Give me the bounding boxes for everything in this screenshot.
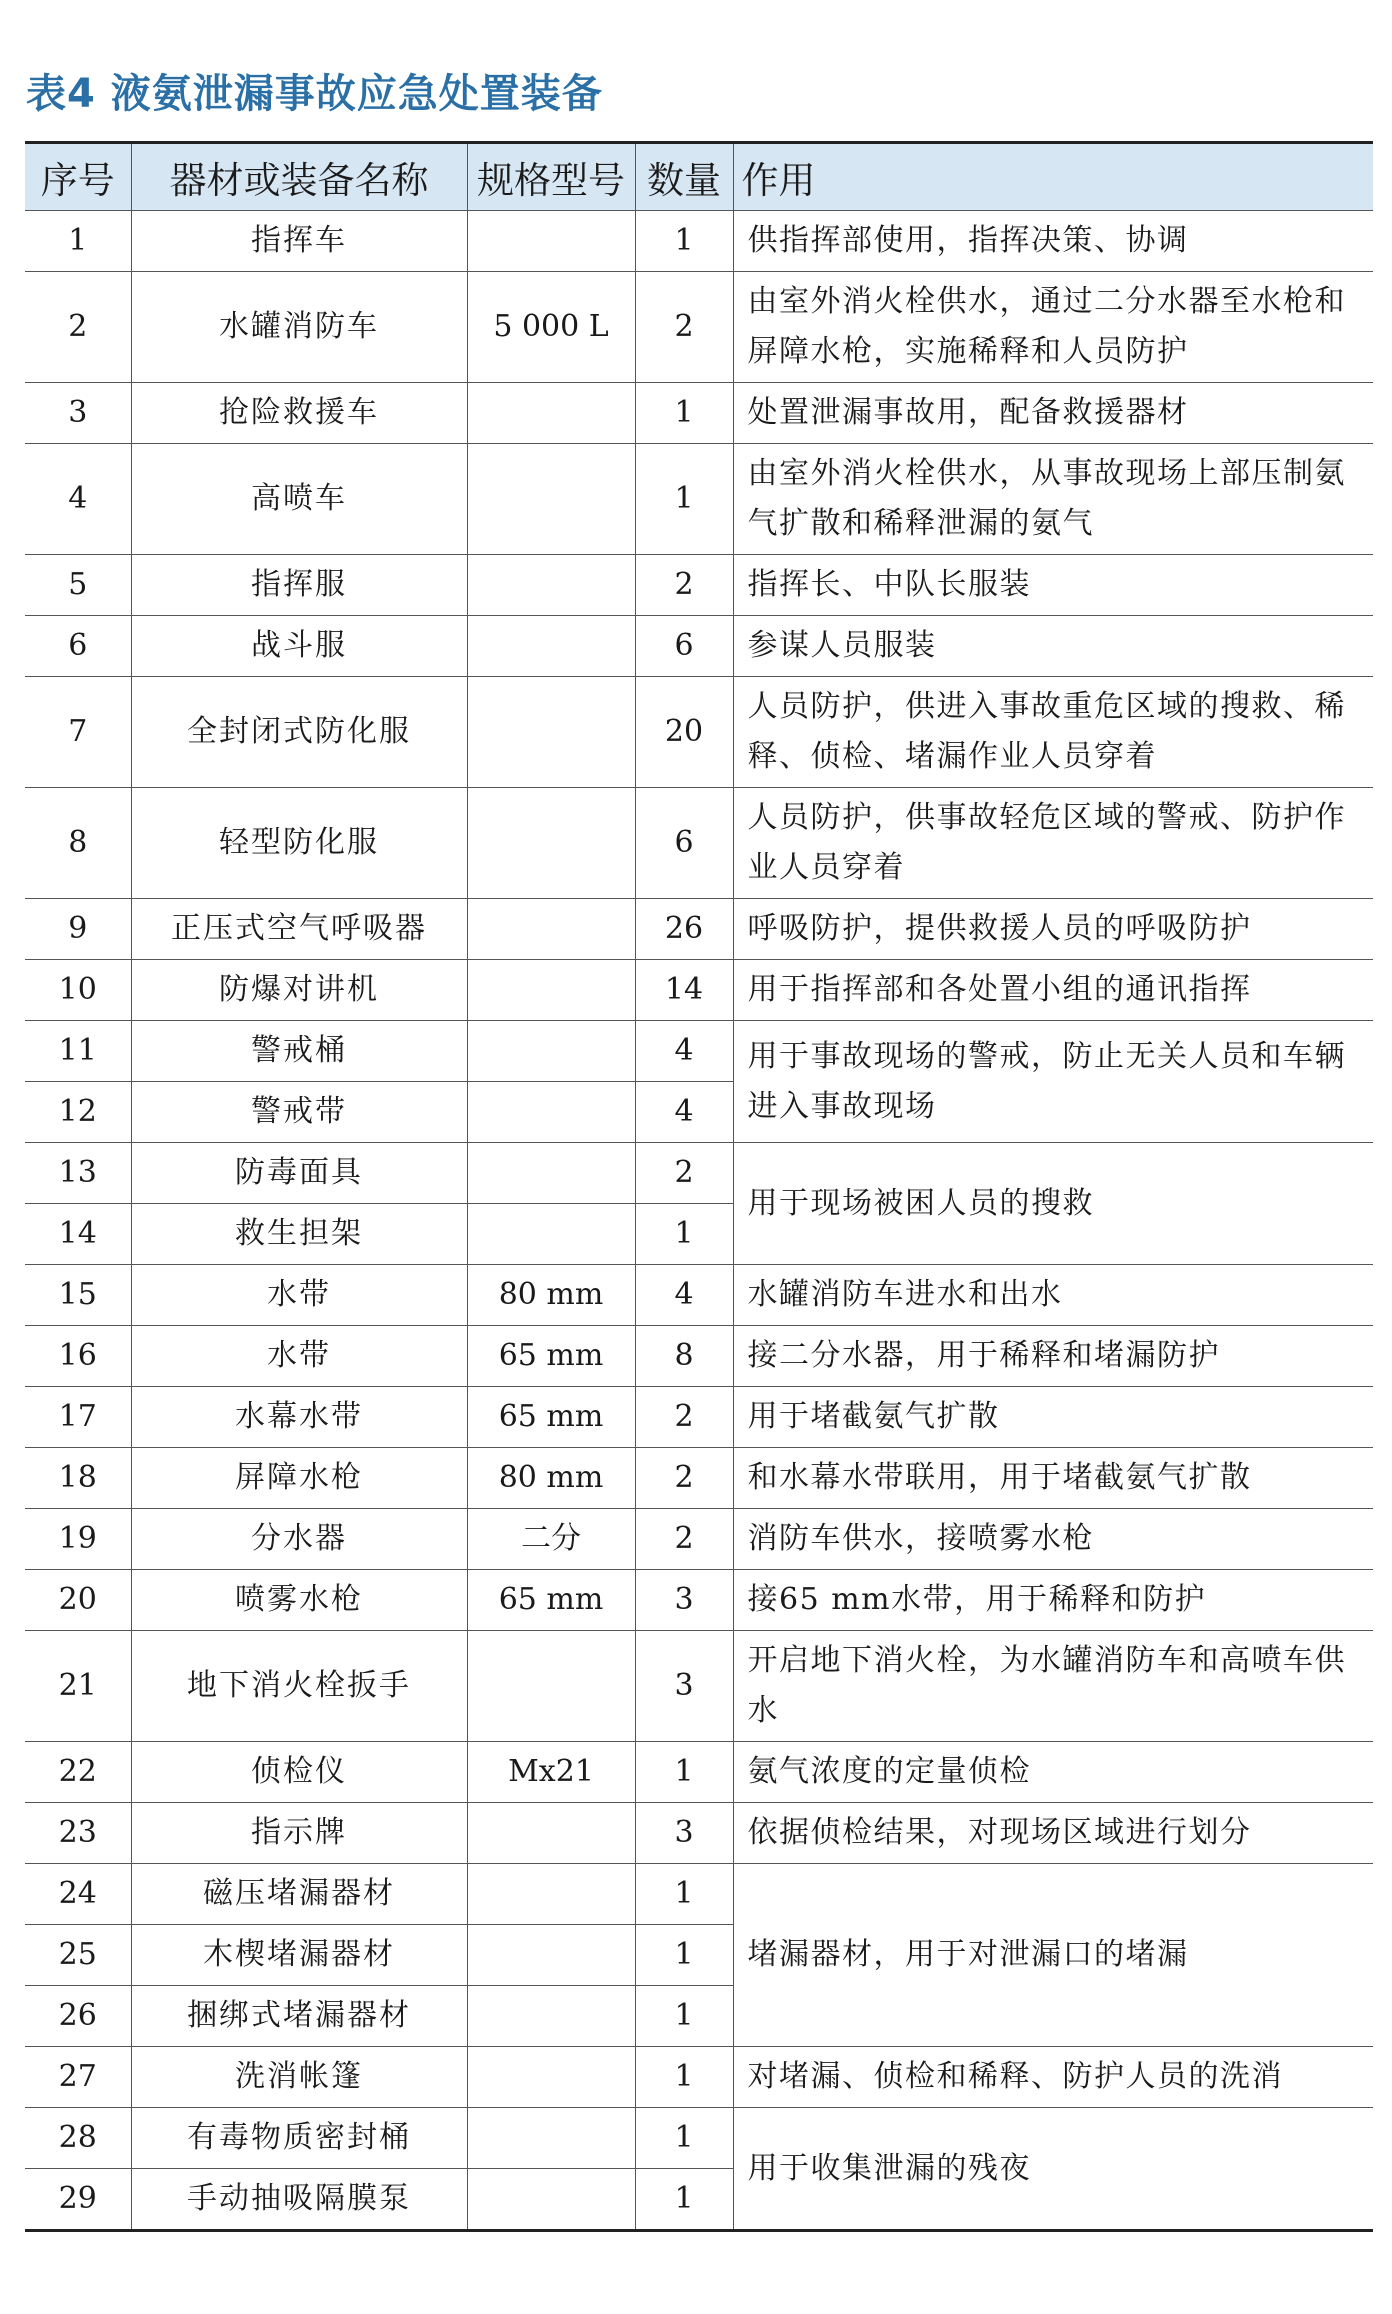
cell-spec: 二分 [467, 1509, 635, 1570]
cell-use: 人员防护，供事故轻危区域的警戒、防护作业人员穿着 [733, 788, 1373, 899]
table-row [25, 1864, 1373, 1925]
cell-qty: 3 [635, 1803, 733, 1864]
cell-spec: Mx21 [467, 1742, 635, 1803]
cell-name: 手动抽吸隔膜泵 [131, 2169, 467, 2231]
cell-qty: 3 [635, 1631, 733, 1742]
cell-no: 12 [25, 1082, 131, 1143]
cell-name: 战斗服 [131, 616, 467, 677]
cell-name: 侦检仪 [131, 1742, 467, 1803]
cell-use: 氨气浓度的定量侦检 [733, 1742, 1373, 1803]
cell-use: 依据侦检结果，对现场区域进行划分 [733, 1803, 1373, 1864]
cell-spec [467, 2047, 635, 2108]
cell-no: 2 [25, 272, 131, 383]
cell-qty: 3 [635, 1570, 733, 1631]
cell-name: 指挥服 [131, 555, 467, 616]
cell-name: 有毒物质密封桶 [131, 2108, 467, 2169]
table-row [25, 1387, 1373, 1448]
table-row [25, 211, 1373, 272]
cell-name: 全封闭式防化服 [131, 677, 467, 788]
cell-qty: 6 [635, 616, 733, 677]
cell-no: 23 [25, 1803, 131, 1864]
cell-no: 11 [25, 1021, 131, 1082]
cell-name: 救生担架 [131, 1204, 467, 1265]
table-row [25, 2047, 1373, 2108]
cell-use: 和水幕水带联用，用于堵截氨气扩散 [733, 1448, 1373, 1509]
header-name: 器材或装备名称 [131, 143, 467, 211]
cell-name: 抢险救援车 [131, 383, 467, 444]
cell-use: 水罐消防车进水和出水 [733, 1265, 1373, 1326]
cell-spec [467, 960, 635, 1021]
cell-no: 19 [25, 1509, 131, 1570]
cell-no: 14 [25, 1204, 131, 1265]
table-row [25, 444, 1373, 555]
cell-spec [467, 383, 635, 444]
cell-spec [467, 211, 635, 272]
cell-no: 26 [25, 1986, 131, 2047]
cell-use: 用于指挥部和各处置小组的通讯指挥 [733, 960, 1373, 1021]
cell-name: 防毒面具 [131, 1143, 467, 1204]
cell-qty: 8 [635, 1326, 733, 1387]
cell-no: 17 [25, 1387, 131, 1448]
cell-qty: 2 [635, 1143, 733, 1204]
cell-spec [467, 1082, 635, 1143]
cell-no: 24 [25, 1864, 131, 1925]
table-row [25, 616, 1373, 677]
cell-spec: 65 mm [467, 1326, 635, 1387]
cell-name: 水幕水带 [131, 1387, 467, 1448]
cell-spec [467, 2169, 635, 2231]
cell-use: 用于收集泄漏的残夜 [733, 2108, 1373, 2231]
cell-spec [467, 555, 635, 616]
cell-qty: 2 [635, 1509, 733, 1570]
cell-spec: 80 mm [467, 1448, 635, 1509]
cell-name: 高喷车 [131, 444, 467, 555]
cell-use: 接65 mm水带，用于稀释和防护 [733, 1570, 1373, 1631]
table-row [25, 1448, 1373, 1509]
cell-name: 警戒带 [131, 1082, 467, 1143]
cell-qty: 14 [635, 960, 733, 1021]
table-row [25, 1803, 1373, 1864]
cell-use: 用于堵截氨气扩散 [733, 1387, 1373, 1448]
cell-use: 由室外消火栓供水，从事故现场上部压制氨气扩散和稀释泄漏的氨气 [733, 444, 1373, 555]
cell-qty: 1 [635, 383, 733, 444]
cell-spec [467, 444, 635, 555]
cell-spec: 65 mm [467, 1387, 635, 1448]
table-row [25, 2108, 1373, 2169]
cell-use: 处置泄漏事故用，配备救援器材 [733, 383, 1373, 444]
table-row [25, 960, 1373, 1021]
table-row [25, 899, 1373, 960]
cell-spec [467, 2108, 635, 2169]
header-spec: 规格型号 [467, 143, 635, 211]
cell-qty: 2 [635, 272, 733, 383]
cell-no: 10 [25, 960, 131, 1021]
cell-use: 用于现场被困人员的搜救 [733, 1143, 1373, 1265]
cell-spec [467, 1925, 635, 1986]
cell-name: 警戒桶 [131, 1021, 467, 1082]
cell-use: 由室外消火栓供水，通过二分水器至水枪和屏障水枪，实施稀释和人员防护 [733, 272, 1373, 383]
header-no: 序号 [25, 143, 131, 211]
cell-name: 水罐消防车 [131, 272, 467, 383]
cell-use: 供指挥部使用，指挥决策、协调 [733, 211, 1373, 272]
cell-qty: 1 [635, 1204, 733, 1265]
cell-name: 指挥车 [131, 211, 467, 272]
table-row [25, 1570, 1373, 1631]
cell-qty: 1 [635, 2047, 733, 2108]
cell-qty: 1 [635, 444, 733, 555]
cell-name: 洗消帐篷 [131, 2047, 467, 2108]
cell-qty: 1 [635, 2108, 733, 2169]
cell-qty: 1 [635, 1742, 733, 1803]
cell-spec [467, 1803, 635, 1864]
cell-no: 27 [25, 2047, 131, 2108]
cell-no: 7 [25, 677, 131, 788]
cell-no: 8 [25, 788, 131, 899]
table-row [25, 1143, 1373, 1204]
cell-use: 用于事故现场的警戒，防止无关人员和车辆进入事故现场 [733, 1021, 1373, 1143]
header-qty: 数量 [635, 143, 733, 211]
cell-no: 25 [25, 1925, 131, 1986]
cell-use: 开启地下消火栓，为水罐消防车和高喷车供水 [733, 1631, 1373, 1742]
cell-spec [467, 788, 635, 899]
cell-no: 20 [25, 1570, 131, 1631]
cell-name: 指示牌 [131, 1803, 467, 1864]
cell-use: 消防车供水，接喷雾水枪 [733, 1509, 1373, 1570]
cell-qty: 4 [635, 1082, 733, 1143]
cell-no: 3 [25, 383, 131, 444]
cell-qty: 1 [635, 1864, 733, 1925]
cell-spec [467, 1021, 635, 1082]
cell-name: 轻型防化服 [131, 788, 467, 899]
cell-no: 6 [25, 616, 131, 677]
cell-spec: 65 mm [467, 1570, 635, 1631]
cell-qty: 1 [635, 1986, 733, 2047]
cell-no: 18 [25, 1448, 131, 1509]
cell-no: 1 [25, 211, 131, 272]
table-row [25, 1326, 1373, 1387]
table-row [25, 1509, 1373, 1570]
table-row [25, 555, 1373, 616]
cell-qty: 2 [635, 1387, 733, 1448]
cell-use: 接二分水器，用于稀释和堵漏防护 [733, 1326, 1373, 1387]
cell-qty: 2 [635, 1448, 733, 1509]
cell-qty: 6 [635, 788, 733, 899]
table-row [25, 788, 1373, 899]
cell-spec [467, 1204, 635, 1265]
cell-use: 堵漏器材，用于对泄漏口的堵漏 [733, 1864, 1373, 2047]
cell-name: 分水器 [131, 1509, 467, 1570]
table-caption: 表4 液氨泄漏事故应急处置装备 [26, 71, 603, 117]
cell-no: 16 [25, 1326, 131, 1387]
cell-no: 22 [25, 1742, 131, 1803]
cell-name: 水带 [131, 1265, 467, 1326]
cell-name: 水带 [131, 1326, 467, 1387]
equipment-table [25, 141, 1373, 2232]
cell-qty: 4 [635, 1265, 733, 1326]
cell-name: 防爆对讲机 [131, 960, 467, 1021]
table-row [25, 272, 1373, 383]
table-row [25, 1631, 1373, 1742]
cell-spec [467, 1864, 635, 1925]
cell-name: 屏障水枪 [131, 1448, 467, 1509]
cell-name: 捆绑式堵漏器材 [131, 1986, 467, 2047]
cell-no: 13 [25, 1143, 131, 1204]
cell-qty: 20 [635, 677, 733, 788]
cell-spec: 80 mm [467, 1265, 635, 1326]
cell-no: 4 [25, 444, 131, 555]
cell-name: 喷雾水枪 [131, 1570, 467, 1631]
table-row [25, 1265, 1373, 1326]
cell-name: 磁压堵漏器材 [131, 1864, 467, 1925]
header-use: 作用 [733, 143, 1373, 211]
cell-qty: 26 [635, 899, 733, 960]
table-row [25, 383, 1373, 444]
cell-name: 地下消火栓扳手 [131, 1631, 467, 1742]
cell-no: 15 [25, 1265, 131, 1326]
cell-use: 人员防护，供进入事故重危区域的搜救、稀释、侦检、堵漏作业人员穿着 [733, 677, 1373, 788]
cell-qty: 2 [635, 555, 733, 616]
cell-no: 21 [25, 1631, 131, 1742]
cell-use: 对堵漏、侦检和稀释、防护人员的洗消 [733, 2047, 1373, 2108]
cell-spec [467, 1631, 635, 1742]
table-row [25, 1021, 1373, 1082]
cell-spec [467, 616, 635, 677]
cell-qty: 4 [635, 1021, 733, 1082]
cell-spec: 5 000 L [467, 272, 635, 383]
cell-name: 木楔堵漏器材 [131, 1925, 467, 1986]
cell-spec [467, 677, 635, 788]
cell-qty: 1 [635, 2169, 733, 2231]
cell-no: 5 [25, 555, 131, 616]
cell-no: 28 [25, 2108, 131, 2169]
header-row [25, 143, 1373, 211]
cell-use: 呼吸防护，提供救援人员的呼吸防护 [733, 899, 1373, 960]
table-row [25, 1742, 1373, 1803]
cell-qty: 1 [635, 211, 733, 272]
cell-use: 指挥长、中队长服装 [733, 555, 1373, 616]
table-row [25, 677, 1373, 788]
cell-spec [467, 899, 635, 960]
cell-no: 9 [25, 899, 131, 960]
cell-spec [467, 1986, 635, 2047]
cell-no: 29 [25, 2169, 131, 2231]
cell-spec [467, 1143, 635, 1204]
cell-qty: 1 [635, 1925, 733, 1986]
cell-use: 参谋人员服装 [733, 616, 1373, 677]
cell-name: 正压式空气呼吸器 [131, 899, 467, 960]
